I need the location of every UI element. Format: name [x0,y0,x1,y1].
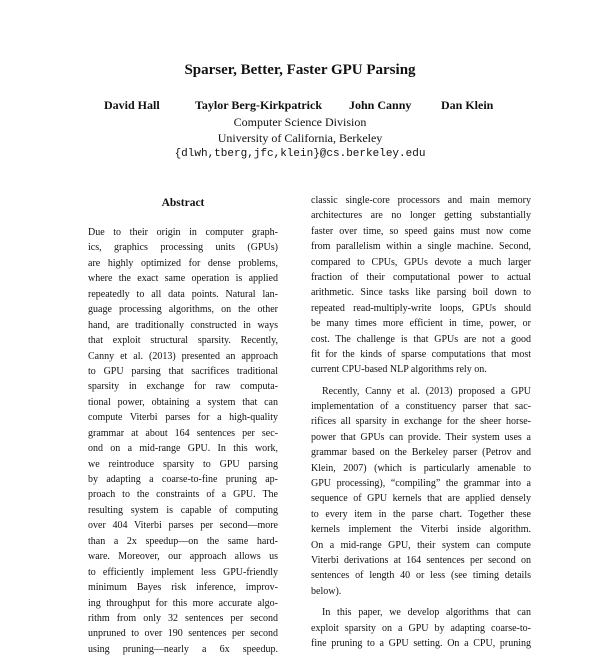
affiliation-university: University of California, Berkeley [217,131,383,145]
abstract-line: to GPU parsing that sacrifices traditional [88,365,278,377]
abstract-line: compute Viterbi parses for a high-quality [88,412,278,424]
abstract-line: hand, are traditionally constructed in ways [88,319,278,331]
body-text-line: compared to CPUs, GPUs devote a much larger [311,256,531,268]
body-text-line: On a mid-range GPU, their system can compute [311,539,531,551]
abstract-line: are highly optimized for dense problems, [88,257,278,269]
body-text-line: Klein, 2007) (which is particularly amenable to [311,462,531,474]
body-text-line: sequence of GPU kernels that are applied densely [311,493,531,505]
body-text-line: repeated read-multiply-write loops, GPUs should [311,302,531,314]
body-text-line: fine pruning to a GPU setting. On a CPU, pruning [311,637,531,649]
abstract-line: resulting system is capable of computing [88,504,278,516]
author-name: John Canny [349,98,412,112]
body-text-line: exploit sparsity on a GPU by adapting coarse-to- [311,622,531,634]
abstract-line: to efficiently implement less GPU-friendly [88,566,278,578]
body-text-line: sentences of length 40 or less (see timing details [311,570,531,582]
abstract-line: proach to the constraints of a GPU. The [88,489,278,501]
abstract-line: by adapting a coarse-to-fine pruning ap- [88,474,278,485]
author-list [104,98,504,114]
abstract-line: ing throughput for this more accurate algo- [88,597,278,609]
abstract-line: minimum Bayes risk inference, improv- [88,582,278,594]
abstract-line: Due to their origin in computer graph- [88,227,278,238]
abstract-line: ics, graphics processing units (GPUs) [88,242,278,254]
abstract-line: we reintroduce sparsity to GPU parsing [88,458,278,470]
author-name: David Hall [104,98,160,112]
abstract-line: ware. Moreover, our approach allows us [88,551,278,563]
body-text-line: faster over time, so speed gains must now come [311,225,531,237]
body-text-line: below). [311,585,342,597]
abstract-heading: Abstract [161,197,205,209]
body-text-line: fit for the kinds of sparse computations that most [311,348,531,360]
body-text-line: implementation of a constituency parser that sac- [311,401,531,413]
abstract-line: that exploit structural sparsity. Recently, [88,335,278,347]
abstract-line: repeatedly to all data points. Natural lan- [88,288,278,300]
body-text-line: Viterbi derivations at 164 sentences per second on [311,554,531,566]
abstract-line: over 404 Viterbi parses per second—more [88,520,278,532]
body-text-line: GPU processing), “compiling” the grammar into a [311,478,531,490]
abstract-line: guage processing algorithms, on the other [88,304,278,316]
body-text-line: cost. The challenge is that GPUs are not a good [311,333,531,345]
body-text-line: power that GPUs can provide. Their system uses a [311,431,531,443]
abstract-line: ond on a mid-range GPU. In this work, [88,443,278,455]
abstract-body [88,225,278,657]
body-text-line: classic single-core processors and main memory [311,195,531,206]
affiliation-department: Computer Science Division [233,115,367,129]
body-text-line: grammar based on the Berkeley parser (Petrov and [311,447,531,459]
body-text-line: Recently, Canny et al. (2013) proposed a GPU [322,385,531,397]
abstract-line: than a 2x speedup—on the same hard- [88,535,278,547]
paper-title: Sparser, Better, Faster GPU Parsing [184,62,416,78]
body-text-line: arithmetic. Since tasks like parsing boil down to [311,287,531,299]
abstract-line: Canny et al. (2013) presented an approach [88,350,278,362]
author-name: Dan Klein [441,98,494,112]
body-text-line: fraction of their computational power to actual [311,271,531,283]
body-text-line: current CPU-based NLP algorithms rely on. [311,364,487,376]
author-email: {dlwh,tberg,jfc,klein}@cs.berkeley.edu [174,148,426,160]
author-name: Taylor Berg-Kirkpatrick [195,98,322,112]
body-text-line: architectures are no longer getting substantially [311,210,531,222]
abstract-line: using pruning—nearly a 6x speedup. [88,643,278,655]
body-text-line: rifices all sparsity in exchange for the sheer horse- [311,416,531,428]
body-text-line: be many times more efficient in time, power, or [311,318,531,330]
body-text-line: to every item in the parse chart. Together these [311,508,531,520]
right-column-text [311,193,531,651]
abstract-line: where the exact same operation is applied [88,273,278,285]
abstract-line: grammar at about 164 sentences per sec- [88,427,278,439]
body-text-line: from parallelism within a single machine. Second, [311,241,531,253]
abstract-line: rithm from only 32 sentences per second [88,612,278,624]
abstract-line: tional power, obtaining a system that can [88,396,278,408]
body-text-line: In this paper, we develop algorithms that can [322,607,531,619]
abstract-line: unpruned to over 190 sentences per second [88,628,278,640]
body-text-line: kernels implement the Viterbi inside algorithm. [311,524,531,536]
abstract-line: sparsity in exchange for raw computa- [88,381,278,393]
